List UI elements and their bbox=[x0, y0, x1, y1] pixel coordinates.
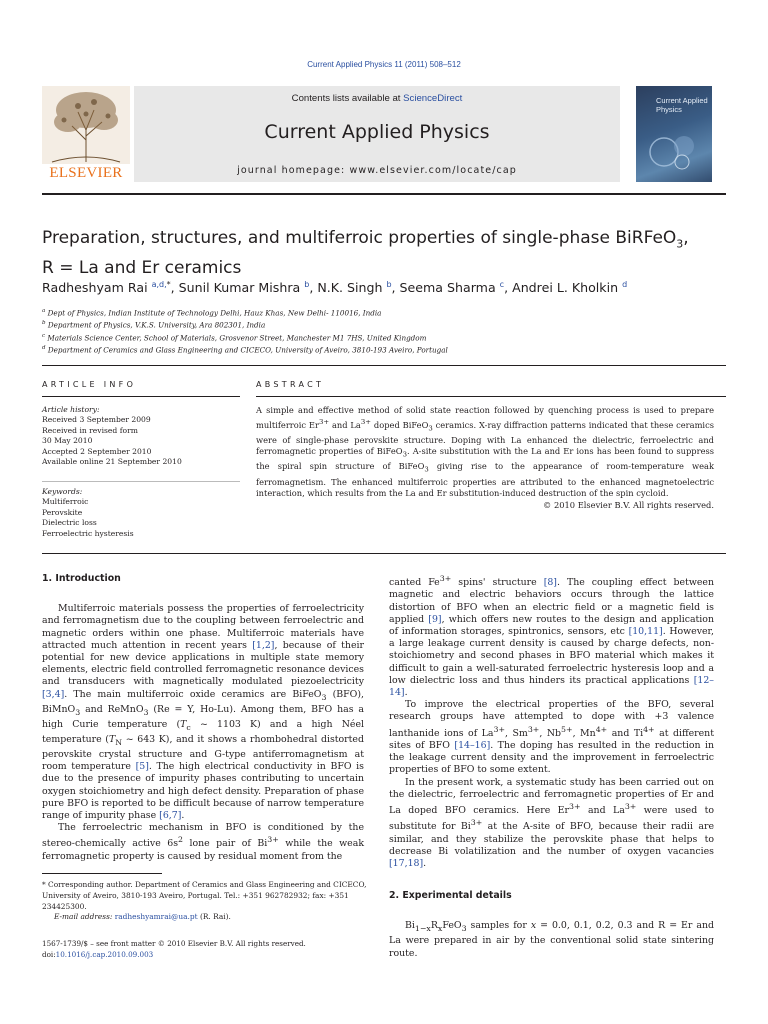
article-info-rule bbox=[42, 396, 240, 397]
abstract-heading: ABSTRACT bbox=[256, 380, 325, 389]
author-list: Radheshyam Rai $^{a,d,*}$, Sunil Kumar Mishra $^b$, N.K. Singh $^b$, Seema Sharma $^c$, Andrei L. Kholkin $^d$ bbox=[42, 280, 628, 296]
doi-link[interactable]: 10.1016/j.cap.2010.09.003 bbox=[55, 950, 154, 959]
contents-prefix: Contents lists available at bbox=[291, 93, 404, 104]
keyword: Perovskite bbox=[42, 507, 83, 517]
elsevier-wordmark: ELSEVIER bbox=[49, 165, 123, 181]
article-info-heading: ARTICLE INFO bbox=[42, 380, 137, 389]
doi-label: doi: bbox=[42, 950, 56, 959]
footnote bbox=[42, 880, 368, 923]
sciencedirect-link[interactable]: ScienceDirect bbox=[403, 93, 463, 104]
ref-link[interactable]: [1,2] bbox=[252, 639, 275, 651]
right-paragraph-1: canted $Fe^{3+}$ spins' structure [8]. The coupling effect between magnetic and electric behaviors occurs through the lattice distortion of BFO when an electric field or a magnetic field is applied [9], which offers new routes to the design and application of information storages, spintronics, sensors, etc [10,11]. However, a large leakage current density is caused by charge defects, non-stoichiometry and second phases in BFO material which makes it difficult to gain a well-saturated ferroelectric hysteresis loop and a low dielectric loss and thus hinders its practical applications [12–14]. bbox=[389, 574, 714, 698]
email-line bbox=[42, 912, 368, 923]
footnote-rule bbox=[42, 873, 162, 874]
right-paragraph-3: In the present work, a systematic study has been carried out on the dielectric, ferroelectric and ferromagnetic properties of Er and La doped BFO ceramics. Here $Er^{3+}$ and $La^{3+}$ were used to substitute for $Bi^{3+}$ at the A-site of BFO, because their radii are similar, and they stabilize the perovskite phase that helps to decrease Bi volatilization and the number of oxygen vacancies [17,18]. bbox=[389, 776, 715, 869]
keyword: Dielectric loss bbox=[42, 518, 97, 528]
doi-line bbox=[42, 949, 372, 960]
history-item: Available online 21 September 2010 bbox=[42, 457, 182, 467]
body-left-column bbox=[42, 573, 364, 863]
journal-cover-image bbox=[636, 86, 712, 182]
affiliation-b: $^b$ Department of Physics, V.K.S. University, Ara 802301, India bbox=[42, 320, 266, 330]
affiliation-a: $^a$ Dept of Physics, Indian Institute of Technology Delhi, Hauz Khas, New Delhi- 110016, India bbox=[42, 308, 382, 318]
abstract-rule bbox=[256, 396, 726, 397]
keyword: Ferroelectric hysteresis bbox=[42, 528, 134, 538]
experimental-paragraph-1: $Bi_{1-x}R_xFeO_3$ samples for x = 0.0, 0.1, 0.2, 0.3 and R = Er and La were prepared in air by the conventional solid state sintering route. bbox=[389, 920, 715, 959]
ref-link[interactable]: [14–16] bbox=[454, 739, 491, 751]
ref-link[interactable]: [10,11] bbox=[628, 625, 663, 637]
citation-line[interactable]: Current Applied Physics 11 (2011) 508–512 bbox=[307, 60, 461, 69]
email-link[interactable]: radheshyamrai@ua.pt bbox=[114, 912, 198, 922]
keywords-label: Keywords: bbox=[42, 487, 83, 496]
corresponding-author-note: * Corresponding author. Department of Ceramics and Glass Engineering and CICECO, University of Aveiro, 3810-193 Aveiro, Portugal. Tel.: +351 962782932; fax: +351 234425300. bbox=[42, 880, 367, 911]
ref-link[interactable]: [6,7] bbox=[159, 809, 182, 821]
keyword: Multiferroic bbox=[42, 497, 89, 507]
abstract-bottom-rule bbox=[42, 553, 726, 554]
issn-line: 1567-1739/$ – see front matter © 2010 Elsevier B.V. All rights reserved. bbox=[42, 939, 306, 948]
affiliation-d: $^d$ Department of Ceramics and Glass Engineering and CICECO, University of Aveiro, 3810-193 Aveiro, Portugal bbox=[42, 345, 448, 355]
bottom-matter bbox=[42, 938, 372, 960]
experimental-heading: 2. Experimental details bbox=[389, 890, 512, 902]
intro-paragraph-2: The ferroelectric mechanism in BFO is conditioned by the stereo-chemically active $6s^2$ lone pair of $Bi^{3+}$ while the weak ferromagnetic property is caused by residual moment from the bbox=[42, 822, 364, 862]
intro-paragraph-1: Multiferroic materials possess the properties of ferroelectricity and ferromagnetism due to the coupling between ferroelectric and magnetic orders within one phase. Multiferroic materials have attracted much attention in recent years [1,2], because of their potential for new device applications in multiple state memory elements, electric field controlled ferromagnetic resonance devices and transducers with magnetically modulated piezoelectricity [3,4]. The main multiferroic oxide ceramics are BiFeO$_3$ (BFO), BiMnO$_3$ and ReMnO$_3$ (Re = Y, Ho-Lu). Among them, BFO has a high Curie temperature ($T_c$ ~ 1103 K) and a high Néel temperature ($T_N$ ~ 643 K), and it shows a rhombohedral distorted perovskite crystal structure and G-type antiferromagnetism at room temperature [5]. The high electrical conductivity in BFO is due to the presence of impurity phases contributing to uncertain oxygen stoichiometry and high defect density. Preparation of phase pure BFO is reported to be difficult because of narrow temperature range of impurity phase [6,7]. bbox=[42, 603, 365, 821]
contents-line bbox=[134, 93, 620, 104]
affiliations bbox=[42, 306, 732, 356]
tree-icon bbox=[42, 86, 130, 164]
journal-homepage[interactable]: journal homepage: www.elsevier.com/locate/cap bbox=[237, 165, 517, 176]
ref-link[interactable]: [9] bbox=[428, 613, 442, 625]
ref-link[interactable]: [12–14] bbox=[389, 674, 714, 698]
history-item: Received in revised form bbox=[42, 425, 138, 435]
copyright: © 2010 Elsevier B.V. All rights reserved. bbox=[543, 499, 714, 510]
keywords-rule bbox=[42, 481, 240, 482]
email-suffix: (R. Rai). bbox=[199, 912, 231, 922]
header-rule bbox=[42, 193, 726, 195]
ref-link[interactable]: [3,4] bbox=[42, 688, 65, 700]
keywords bbox=[42, 487, 242, 539]
article-history bbox=[42, 405, 242, 467]
affiliation-rule bbox=[42, 365, 726, 366]
right-paragraph-2: To improve the electrical properties of the BFO, several research groups have attempted to dope with +3 valence lanthanide ions of $La^{3+}$, $Sm^{3+}$, $Nb^{5+}$, $Mn^{4+}$ and $Ti^{4+}$ at different sites of BFO [14–16]. The doping has resulted in the reduction in the leakage current density and the improvement in ferroelectric properties of BFO to some extent. bbox=[389, 699, 714, 776]
body-right-column bbox=[389, 573, 714, 960]
introduction-heading: 1. Introduction bbox=[42, 573, 121, 584]
cover-title: Current Applied Physics bbox=[656, 96, 708, 114]
history-item: Received 3 September 2009 bbox=[42, 415, 151, 425]
article-title: Preparation, structures, and multiferroic properties of single-phase BiRFeO$_3$, R = La and Er ceramics bbox=[42, 228, 689, 279]
history-label: Article history: bbox=[42, 405, 100, 414]
abstract-text: A simple and effective method of solid state reaction followed by quenching process is used to prepare multiferroic $Er^{3+}$ and $La^{3+}$ doped BiFeO$_3$ ceramics. X-ray diffraction patterns indicated that these ceramics were of single-phase perovskite structure. Doping with La enhanced the dielectric, ferroelectric and ferromagnetic properties of BiFeO$_3$. A-site substitution with the La and Er ions has been found to suppress the spiral spin structure of BiFeO$_3$ giving rise to the appearance of room-temperature weak ferromagnetism. The enhanced multiferroic properties are attributed to the enhanced magnetoelectric interaction, which results from the La and Er substitution-induced destruction of the spin cycloid. bbox=[256, 405, 715, 499]
ref-link[interactable]: [8] bbox=[543, 577, 557, 589]
email-label: E-mail address: bbox=[54, 912, 113, 922]
journal-name: Current Applied Physics bbox=[264, 121, 490, 143]
ref-link[interactable]: [17,18] bbox=[389, 857, 424, 869]
history-item: 30 May 2010 bbox=[42, 436, 93, 446]
affiliation-c: $^c$ Materials Science Center, School of Materials, Grosvenor Street, Manchester M1 7HS, United Kingdom bbox=[42, 332, 427, 343]
abstract-body bbox=[256, 405, 714, 511]
cover-artwork bbox=[642, 126, 706, 176]
history-item: Accepted 2 September 2010 bbox=[42, 446, 152, 456]
ref-link[interactable]: [5] bbox=[135, 761, 149, 773]
